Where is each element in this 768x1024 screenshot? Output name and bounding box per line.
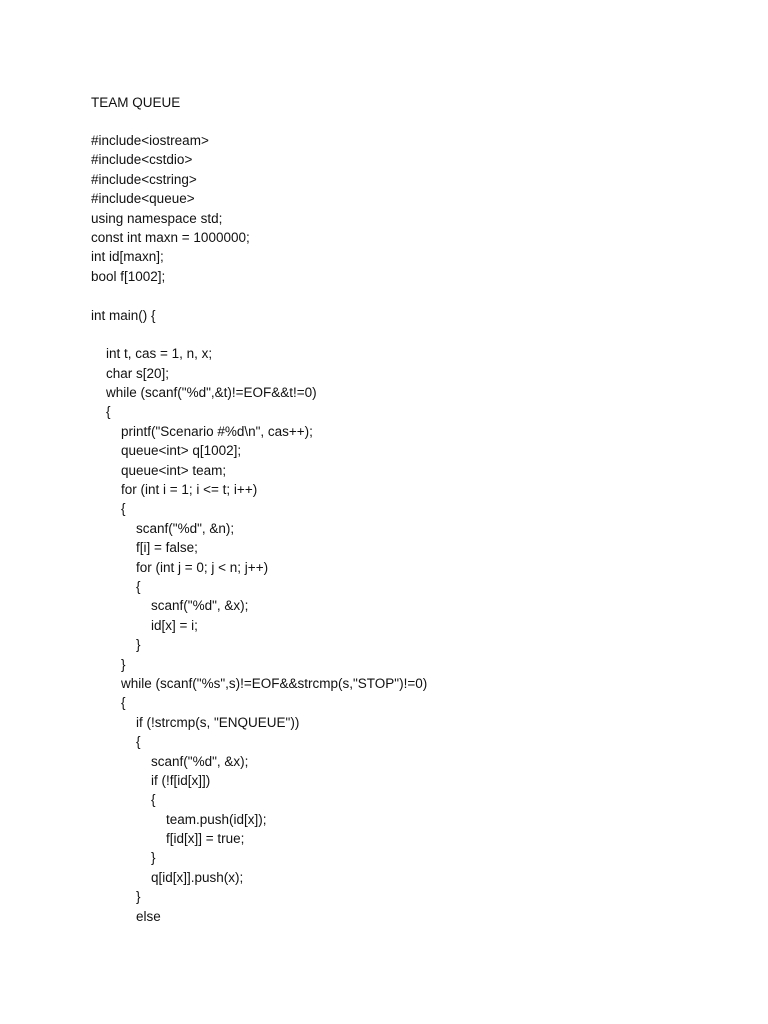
code-line: #include<cstdio>	[91, 152, 193, 168]
code-line: if (!strcmp(s, "ENQUEUE"))	[91, 714, 300, 730]
code-line: #include<iostream>	[91, 133, 209, 148]
code-line: int id[maxn];	[91, 249, 164, 265]
code-line: while (scanf("%s",s)!=EOF&&strcmp(s,"STOP")!=0)	[91, 675, 428, 691]
code-line: while (scanf("%d",&t)!=EOF&&t!=0)	[91, 385, 317, 401]
code-line: #include<cstring>	[91, 171, 197, 187]
code-line: int t, cas = 1, n, x;	[91, 346, 213, 362]
code-line: {	[91, 404, 111, 420]
code-line: }	[91, 889, 141, 905]
code-line: else	[91, 908, 161, 924]
document-title: TEAM QUEUE	[91, 95, 181, 110]
code-line: scanf("%d", &n);	[91, 520, 235, 536]
code-line: for (int j = 0; j < n; j++)	[91, 559, 269, 575]
code-line: {	[91, 578, 141, 594]
code-block	[91, 131, 427, 926]
code-line: {	[91, 792, 156, 808]
code-line: #include<queue>	[91, 191, 195, 207]
code-line: }	[91, 637, 141, 653]
code-line: f[i] = false;	[91, 540, 198, 556]
code-line: bool f[1002];	[91, 268, 166, 284]
code-line: id[x] = i;	[91, 617, 198, 633]
code-line: queue<int> team;	[91, 462, 227, 478]
code-line: }	[91, 850, 156, 866]
code-line	[91, 325, 427, 344]
code-line	[91, 286, 427, 305]
code-line: using namespace std;	[91, 210, 223, 226]
code-line: f[id[x]] = true;	[91, 831, 245, 847]
code-line: {	[91, 695, 126, 711]
code-line: {	[91, 734, 141, 750]
code-line: int main() {	[91, 307, 156, 323]
code-line: {	[91, 501, 126, 517]
code-line: if (!f[id[x]])	[91, 772, 211, 788]
code-line: for (int i = 1; i <= t; i++)	[91, 482, 258, 498]
code-line: char s[20];	[91, 365, 170, 381]
code-line: team.push(id[x]);	[91, 811, 267, 827]
code-line: scanf("%d", &x);	[91, 753, 249, 769]
code-line: }	[91, 656, 126, 672]
code-line: printf("Scenario #%d\n", cas++);	[91, 423, 313, 439]
code-line: queue<int> q[1002];	[91, 443, 242, 459]
code-line: const int maxn = 1000000;	[91, 229, 250, 245]
code-line: scanf("%d", &x);	[91, 598, 249, 614]
code-line: q[id[x]].push(x);	[91, 869, 244, 885]
